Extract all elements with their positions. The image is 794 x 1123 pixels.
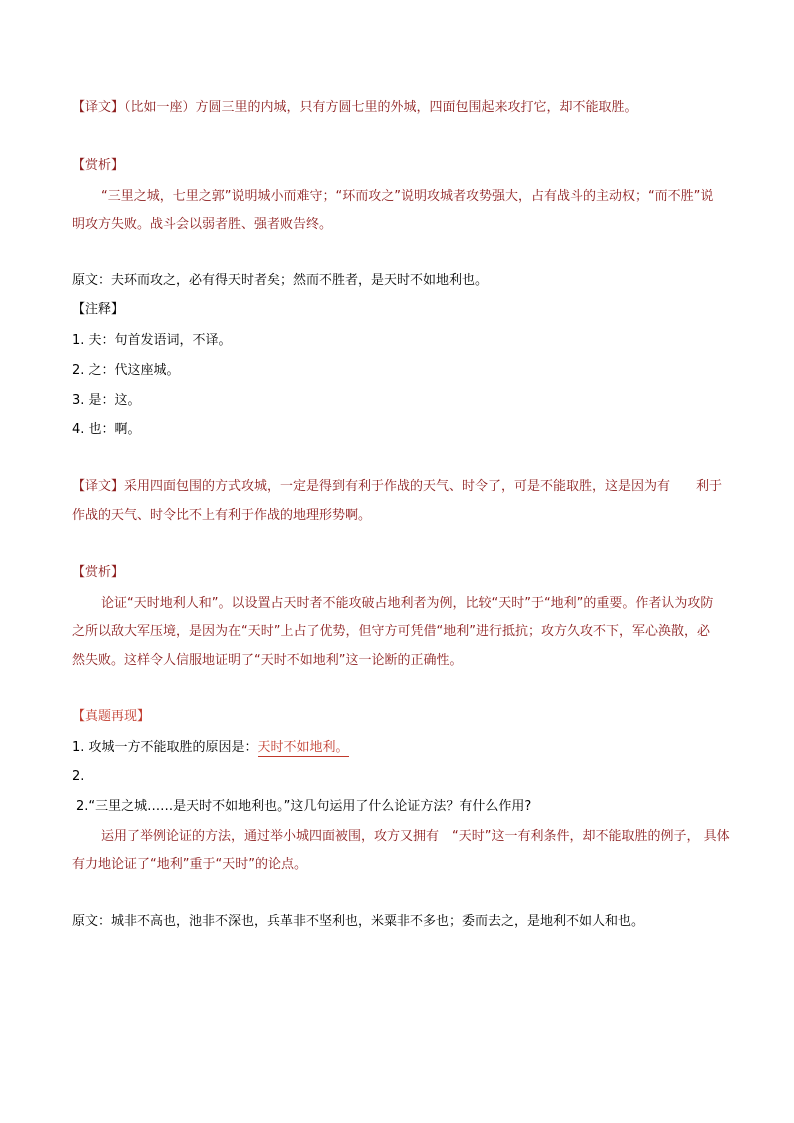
exam-question-2-number: 2. [72, 769, 85, 784]
translation-2-line-1: 【译文】采用四面包围的方式攻城，一定是得到有利于作战的天气、时令了，可是不能取胜，这是因为有 利于 [72, 479, 723, 494]
appreciation-1-line-1: “三里之城，七里之郭”说明城小而难守；“环而攻之”说明攻城者攻势强大，占有战斗的主动权；“而不胜”说 [101, 189, 714, 204]
exam-question-1 [72, 740, 722, 756]
note-item-2: 2. 之：代这座城。 [72, 363, 180, 378]
appreciation-label-1: 【赏析】 [72, 158, 125, 173]
appreciation-2-line-1: 论证“天时地利人和”。以设置占天时者不能攻破占地利者为例，比较“天时”于“地利”的重要。作者认为攻防 [101, 596, 714, 611]
exam-question-2: 2.“三里之城……是天时不如地利也。”这几句运用了什么论证方法？有什么作用? [76, 799, 532, 814]
appreciation-2-line-2: 之所以敌大军压境，是因为在“天时”上占了优势，但守方可凭借“地利”进行抵抗；攻方久攻不下，军心涣散，必 [72, 624, 710, 639]
notes-label: 【注释】 [72, 302, 125, 317]
exam-answer-2-line-2: 有力地论证了“地利”重于“天时”的论点。 [72, 857, 307, 872]
note-item-4: 4. 也：啊。 [72, 422, 141, 437]
exam-answer-1: 天时不如地利。 [257, 740, 349, 755]
note-item-3: 3. 是：这。 [72, 393, 141, 408]
original-text-2: 原文：城非不高也，池非不深也，兵革非不坚利也，米粟非不多也；委而去之，是地利不如人和也。 [72, 914, 645, 929]
exam-label: 【真题再现】 [72, 709, 151, 724]
exam-question-1-text: 1. 攻城一方不能取胜的原因是： [72, 740, 258, 755]
translation-1: 【译文】（比如一座）方圆三里的内城，只有方圆七里的外城，四面包围起来攻打它，却不能取胜。 [72, 100, 638, 115]
translation-2-line-2: 作战的天气、时令比不上有利于作战的地理形势啊。 [72, 508, 372, 523]
appreciation-1-line-2: 明攻方失败。战斗会以弱者胜、强者败告终。 [72, 217, 333, 232]
note-item-1: 1. 夫：句首发语词，不译。 [72, 333, 232, 348]
appreciation-label-2: 【赏析】 [72, 565, 125, 580]
original-text-1: 原文：夫环而攻之，必有得天时者矣；然而不胜者，是天时不如地利也。 [72, 273, 489, 288]
exam-answer-2-line-1: 运用了举例论证的方法，通过举小城四面被围，攻方又拥有 “天时”这一有利条件，却不能取胜的例子， 具体 [101, 829, 730, 844]
appreciation-2-line-3: 然失败。这样令人信服地证明了“天时不如地利”这一论断的正确性。 [72, 653, 463, 668]
